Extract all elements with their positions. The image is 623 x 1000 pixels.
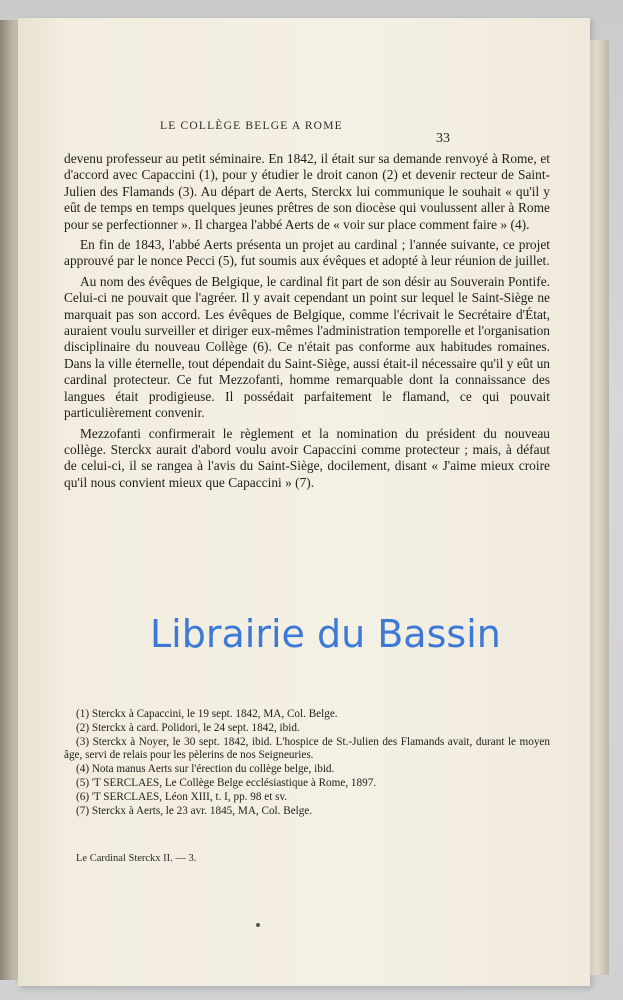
footnote: (4) Nota manus Aerts sur l'érection du collège belge, ibid. (76, 763, 335, 776)
footnote: (3) Sterckx à Noyer, le 30 sept. 1842, ibid. L'hospice de St.-Julien des Flamands avait, durant le moyen âge, servi de relais pour les pèlerins de nos Seigneuries. (64, 735, 550, 762)
paragraph: devenu professeur au petit séminaire. En 1842, il était sur sa demande renvoyé à Rome, et d'accord avec Capaccini (1), pour y étudier le droit canon (2) et devenir recteur de Saint-Julien des Flamands (3). Au départ de Aerts, Sterckx lui communique le souhait « qu'il y eût de temps en temps quelques jeunes prêtres de son diocèse qui voulussent aller à Rome pour se perfectionner ». Il chargea l'abbé Aerts de « voir sur place comment faire » (4). (64, 151, 550, 232)
footnote: (2) Sterckx à card. Polidori, le 24 sept. 1842, ibid. (76, 721, 300, 734)
footnote: (7) Sterckx à Aerts, le 23 avr. 1845, MA, Col. Belge. (76, 804, 313, 817)
footnote: (1) Sterckx à Capaccini, le 19 sept. 1842, MA, Col. Belge. (76, 708, 338, 720)
running-head: LE COLLÈGE BELGE A ROME (160, 120, 343, 132)
signature-mark: Le Cardinal Sterckx II. — 3. (76, 853, 197, 864)
paragraph: Mezzofanti confirmerait le règlement et la nomination du président du nouveau collège. Sterckx aurait d'abord voulu avoir Capaccini comme protecteur ; mais, à défaut de celui-ci, il se rangea à l'avis du Saint-Siège, docilement, disant « J'aime mieux croire qu'il nous convient mieux que Capaccini » (7). (64, 425, 550, 490)
paragraph: En fin de 1843, l'abbé Aerts présenta un projet au cardinal ; l'année suivante, ce projet approuvé par le nonce Pecci (5), fut soumis aux évêques et adopté à leur réunion de juillet. (64, 237, 550, 269)
body-text (64, 151, 550, 495)
footnote: (6) 'T SERCLAES, Léon XIII, t. I, pp. 98 et sv. (76, 790, 288, 803)
paragraph: Au nom des évêques de Belgique, le cardinal fit part de son désir au Souverain Pontife. Celui-ci ne pouvait que l'agréer. Il y avait cependant un point sur lequel le Saint-Siège ne marquait pas son accord. Les évêques de Belgique, comme l'écrivait le Secrétaire d'État, auraient voulu surveiller et diriger eux-mêmes l'administration temporelle et l'organisation disciplinaire du nouveau Collège (6). Ce n'était pas conforme aux habitudes romaines. Dans la ville éternelle, tout dépendait du Saint-Siège, aussi était-il nécessaire qu'il y eût un cardinal protecteur. Ce fut Mezzofanti, homme remarquable dont la connaissance des langues était prodigieuse. Il possédait parfaitement le flamand, ce qui pouvait particulièrement convenir. (64, 273, 550, 421)
watermark-text: Librairie du Bassin (150, 612, 501, 656)
footnote: (5) 'T SERCLAES, Le Collège Belge ecclésiastique à Rome, 1897. (76, 776, 377, 789)
page-number: 33 (436, 131, 450, 146)
page-dot (256, 923, 260, 927)
footnotes (64, 708, 550, 818)
